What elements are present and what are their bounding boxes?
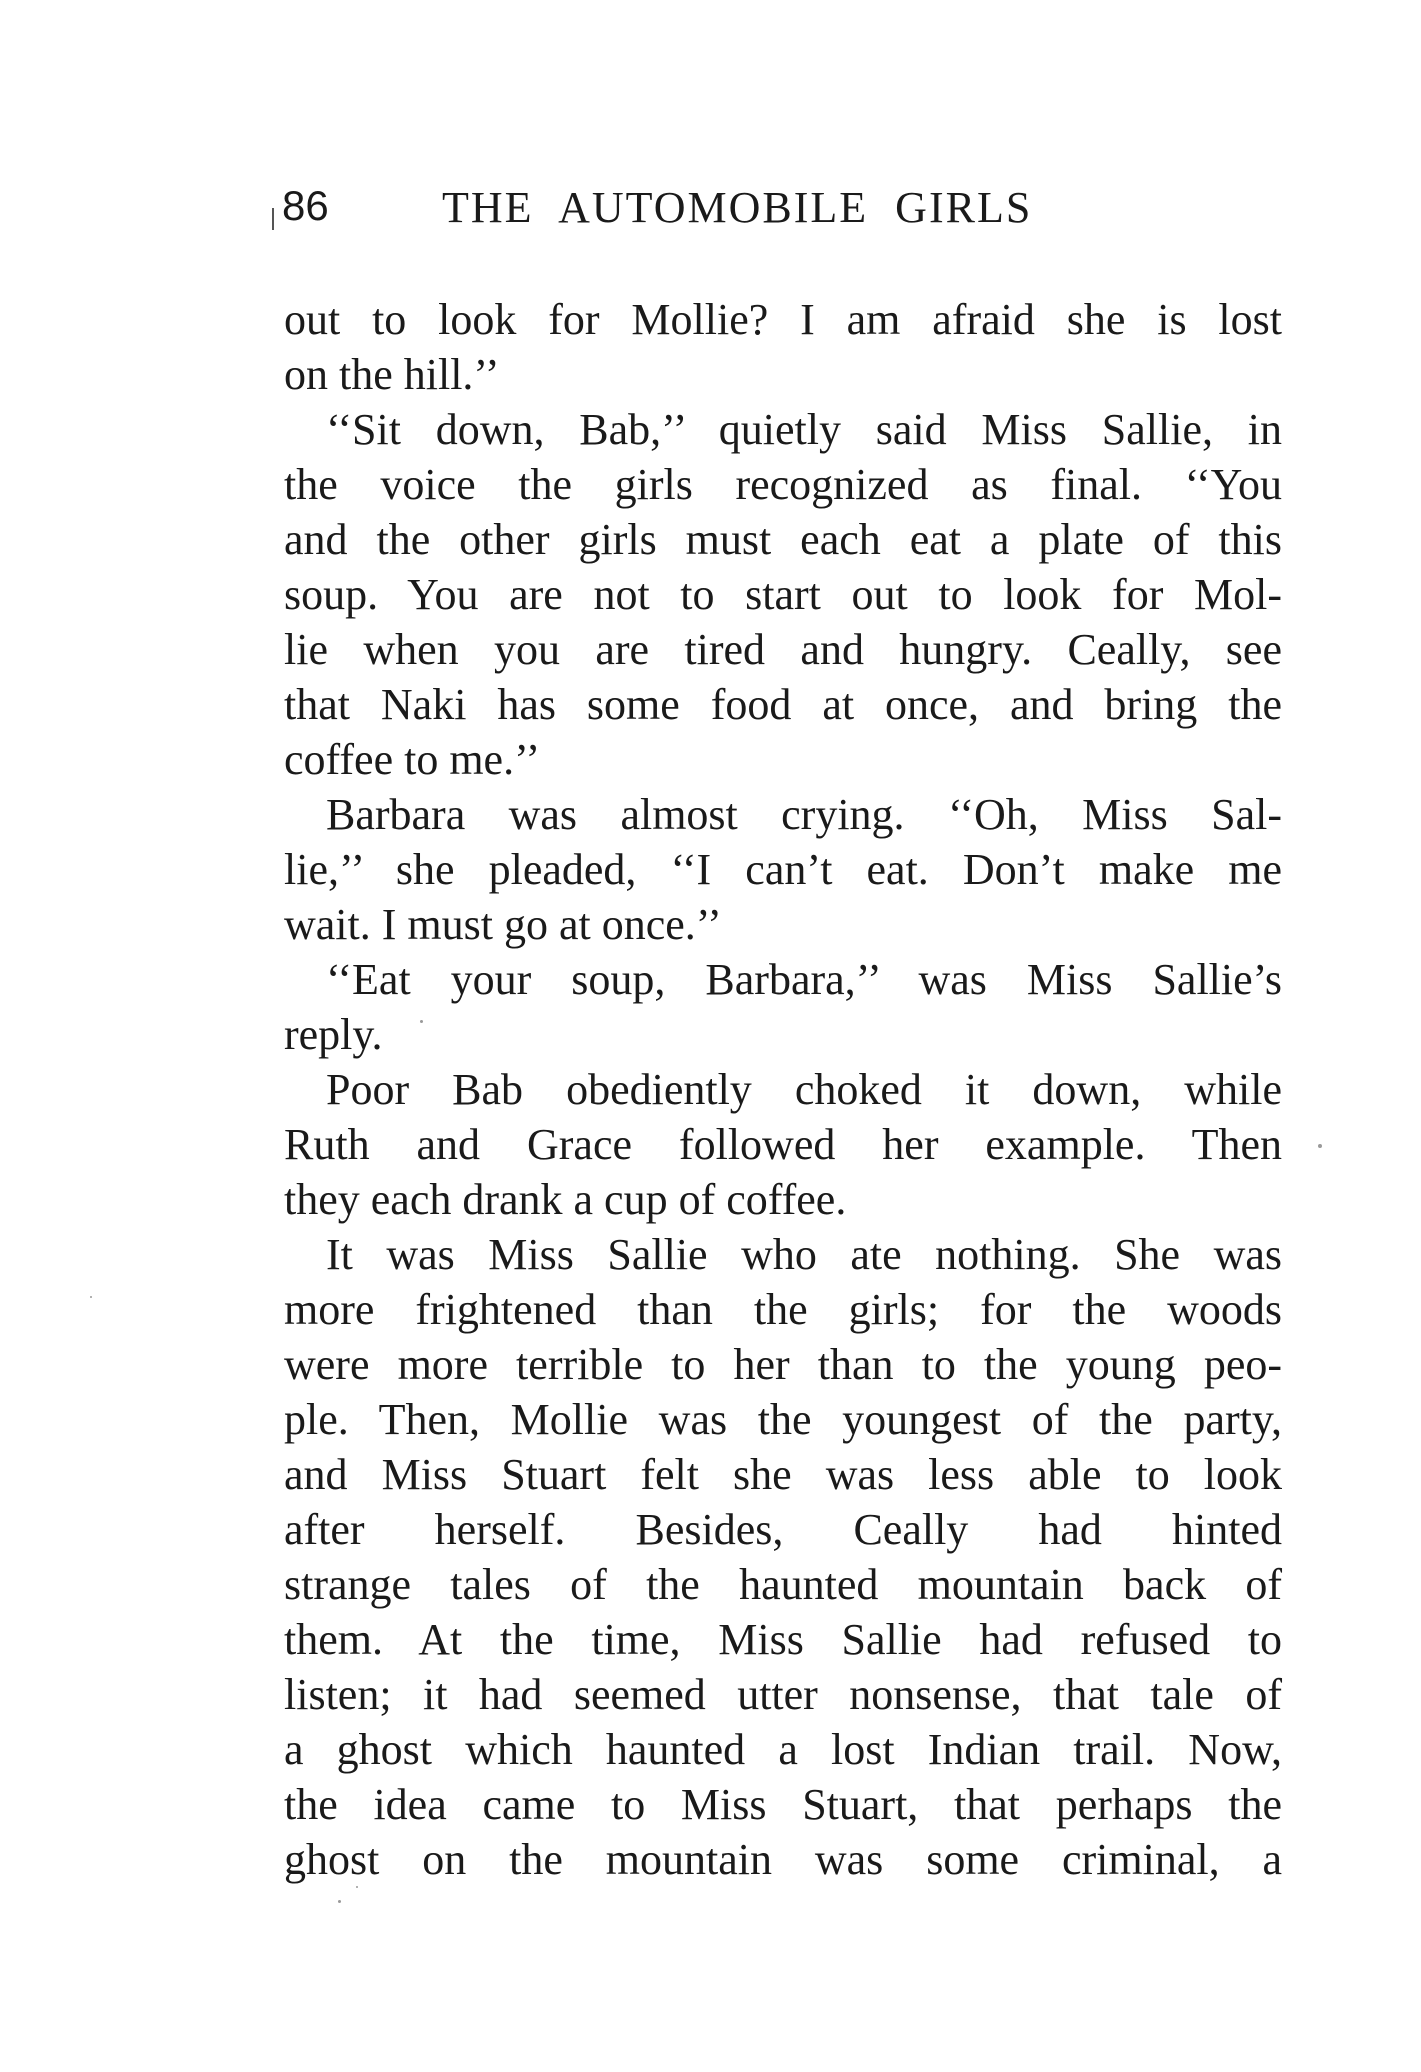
text-line: a ghost which haunted a lost Indian trail. Now,	[284, 1725, 1282, 1774]
text-line: listen; it had seemed utter nonsense, that tale of	[284, 1670, 1282, 1719]
page-header	[272, 182, 1282, 242]
text-line: they each drank a cup of coffee.	[284, 1175, 847, 1224]
text-line: strange tales of the haunted mountain back of	[284, 1560, 1282, 1609]
text-line: Barbara was almost crying. ‘‘Oh, Miss Sal-	[326, 790, 1282, 839]
text-line: wait. I must go at once.’’	[284, 900, 722, 949]
text-line: coffee to me.’’	[284, 735, 541, 784]
text-line: more frightened than the girls; for the woods	[284, 1285, 1282, 1334]
text-line: were more terrible to her than to the young peo-	[284, 1340, 1282, 1389]
text-line: them. At the time, Miss Sallie had refused to	[284, 1615, 1282, 1664]
page-number: 86	[282, 182, 329, 229]
text-line: ‘‘Sit down, Bab,’’ quietly said Miss Sallie, in	[326, 405, 1282, 454]
text-line: ghost on the mountain was some criminal, a	[284, 1835, 1282, 1884]
running-head: THE AUTOMOBILE GIRLS	[442, 183, 1033, 232]
text-line: and the other girls must each eat a plate of this	[284, 515, 1282, 564]
body-text	[284, 292, 1282, 1887]
paper-speck	[420, 1020, 423, 1023]
text-line: that Naki has some food at once, and bring the	[284, 680, 1282, 729]
paper-speck	[338, 1900, 341, 1903]
text-line: out to look for Mollie? I am afraid she is lost	[284, 295, 1282, 344]
text-line: Ruth and Grace followed her example. Then	[284, 1120, 1282, 1169]
text-line: the idea came to Miss Stuart, that perhaps the	[284, 1780, 1282, 1829]
paper-speck	[356, 1886, 358, 1888]
text-line: reply.	[284, 1010, 383, 1059]
paper-speck	[90, 1296, 92, 1298]
text-line: ‘‘Eat your soup, Barbara,’’ was Miss Sallie’s	[326, 955, 1282, 1004]
text-line: soup. You are not to start out to look for Mol-	[284, 570, 1282, 619]
text-line: lie when you are tired and hungry. Ceally, see	[284, 625, 1282, 674]
paper-speck	[1318, 1144, 1322, 1148]
text-line: on the hill.’’	[284, 350, 500, 399]
text-line: and Miss Stuart felt she was less able to look	[284, 1450, 1282, 1499]
text-line: the voice the girls recognized as final. ‘‘You	[284, 460, 1282, 509]
text-line: ple. Then, Mollie was the youngest of the party,	[284, 1395, 1282, 1444]
print-mark	[272, 208, 274, 230]
text-line: Poor Bab obediently choked it down, while	[326, 1065, 1282, 1114]
text-line: It was Miss Sallie who ate nothing. She was	[326, 1230, 1282, 1279]
text-line: after herself. Besides, Ceally had hinted	[284, 1505, 1282, 1554]
text-line: lie,’’ she pleaded, ‘‘I can’t eat. Don’t make me	[284, 845, 1282, 894]
